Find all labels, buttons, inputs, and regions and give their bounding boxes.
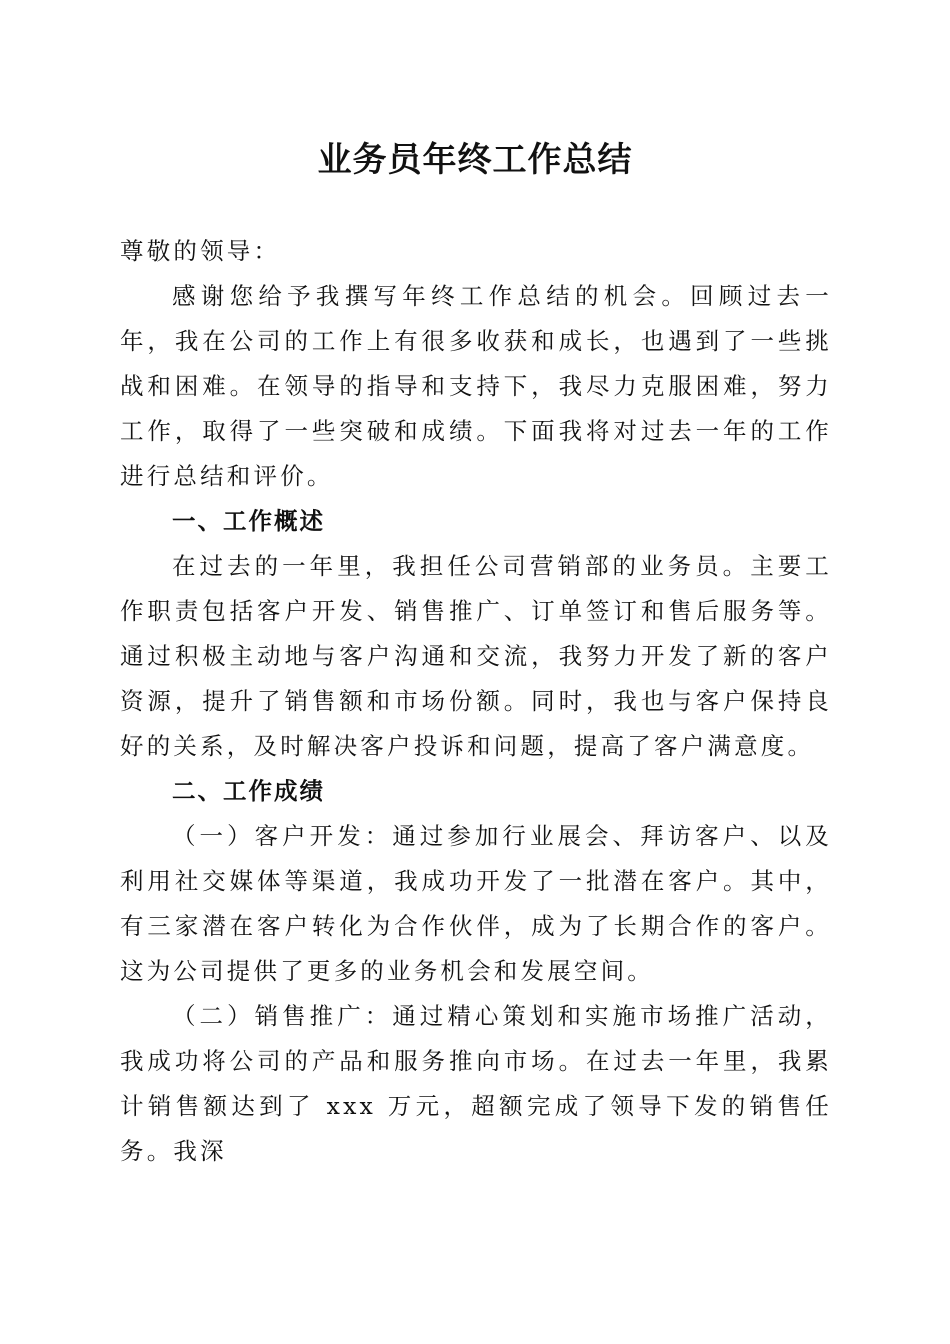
achievement-customer-development: （一）客户开发：通过参加行业展会、拜访客户、以及利用社交媒体等渠道，我成功开发了一批潜在客户。其中，有三家潜在客户转化为合作伙伴，成为了长期合作的客户。这为公司提供了更多的业务机会和发展空间。 — [120, 822, 832, 985]
document-title: 业务员年终工作总结 — [317, 140, 633, 180]
intro-paragraph: 感谢您给予我撰写年终工作总结的机会。回顾过去一年，我在公司的工作上有很多收获和成长，也遇到了一些挑战和困难。在领导的指导和支持下，我尽力克服困难，努力工作，取得了一些突破和成绩。下面我将对过去一年的工作进行总结和评价。 — [120, 282, 832, 490]
section-heading-overview: 一、工作概述 — [172, 507, 325, 535]
section-heading-achievements: 二、工作成绩 — [172, 777, 325, 805]
salutation: 尊敬的领导： — [120, 237, 281, 265]
overview-paragraph: 在过去的一年里，我担任公司营销部的业务员。主要工作职责包括客户开发、销售推广、订单签订和售后服务等。通过积极主动地与客户沟通和交流，我努力开发了新的客户资源，提升了销售额和市场份额。同时，我也与客户保持良好的关系，及时解决客户投诉和问题，提高了客户满意度。 — [120, 552, 832, 760]
achievement-sales-promotion: （二）销售推广：通过精心策划和实施市场推广活动，我成功将公司的产品和服务推向市场。在过去一年里，我累计销售额达到了 xxx 万元，超额完成了领导下发的销售任务。我深 — [120, 1002, 832, 1165]
document-body — [120, 229, 832, 1174]
